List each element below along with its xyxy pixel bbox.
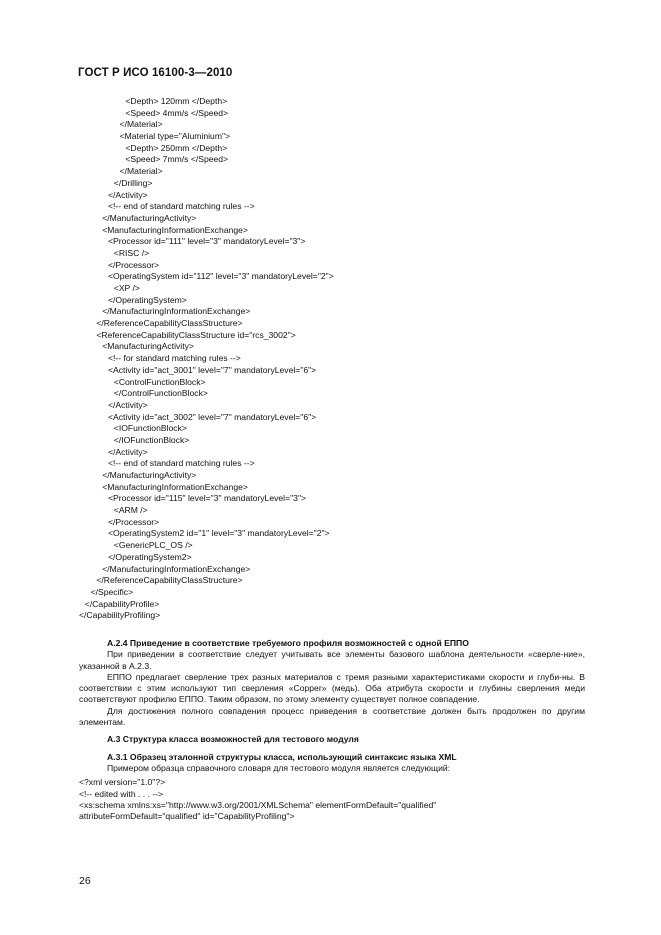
page-number: 26: [79, 875, 91, 887]
xml-line: <ARM />: [113, 505, 148, 516]
xml-line: <Processor id="115" level="3" mandatoryLevel="3">: [108, 493, 307, 504]
xml-line: </Drilling>: [113, 177, 153, 188]
xml-line: <Speed> 4mm/s </Speed>: [125, 107, 229, 118]
xml-line: </Processor>: [108, 259, 160, 270]
xml-line: </Processor>: [108, 516, 160, 527]
xml-code-listing: [79, 96, 334, 622]
xml-line: </ManufacturingActivity>: [102, 212, 197, 223]
xml-line: <IOFunctionBlock>: [113, 423, 187, 434]
xml-line: <Activity id="act_3001" level="7" mandatoryLevel="6">: [108, 364, 317, 375]
xml-line: </IOFunctionBlock>: [113, 434, 190, 445]
section-a24-paragraph-1: При приведении в соответствие следует учитывать все элементы базового шаблона деятельности «сверле-ние», указанной в А.2.3.: [79, 649, 585, 671]
xml-line: </OperatingSystem2>: [108, 551, 192, 562]
xml-tail-line: attributeFormDefault="qualified" id="CapabilityProfiling">: [79, 811, 295, 822]
xml-line: </CapabilityProfiling>: [79, 610, 161, 621]
xml-line: <XP />: [113, 283, 140, 293]
xml-line: <ControlFunctionBlock>: [113, 376, 206, 387]
xml-line: <Depth> 250mm </Depth>: [125, 142, 228, 153]
document-header: ГОСТ Р ИСО 16100-3—2010: [78, 67, 233, 79]
xml-line: </CapabilityProfile>: [84, 598, 160, 609]
xml-line: </ManufacturingInformationExchange>: [102, 306, 251, 317]
xml-line: <ReferenceCapabilityClassStructure id="rcs_3002">: [96, 329, 296, 340]
xml-line: <Depth> 120mm </Depth>: [125, 96, 228, 106]
xml-line: </Activity>: [108, 446, 148, 457]
section-a31-paragraph: Примером образца справочного словаря для тестового модуля является следующий:: [107, 762, 451, 773]
xml-line: <Speed> 7mm/s </Speed>: [125, 154, 229, 165]
xml-line: </Material>: [119, 119, 163, 130]
xml-line: </Specific>: [90, 586, 134, 597]
xml-line: </OperatingSystem>: [108, 294, 187, 305]
section-a24-paragraph-3: Для достижения полного совпадения процесс приведения в соответствие должен быть продолжен по другим элементам.: [79, 705, 585, 728]
section-a24-paragraph-2: ЕППО предлагает сверление трех разных материалов с тремя разными характеристиками скорости и глуби-ны. В соответствии с этим используют тип сверления «Copper» (медь). Оба атрибута скорости и глубины сверления меди соответствуют профилю ЕППО. Таким образом, по этому элементу существует полное совпадение.: [79, 671, 585, 705]
section-a24-heading: А.2.4 Приведение в соответствие требуемого профиля возможностей с одной ЕППО: [107, 638, 469, 648]
xml-line: </ManufacturingInformationExchange>: [102, 563, 251, 574]
xml-line: </ReferenceCapabilityClassStructure>: [96, 318, 243, 329]
xml-line: <GenericPLC_OS />: [113, 540, 193, 551]
section-a31-heading: А.3.1 Образец эталонной структуры класса, использующий синтаксис языка XML: [107, 751, 457, 762]
xml-line: <!-- end of standard matching rules -->: [108, 458, 255, 469]
xml-tail-line: <!-- edited with . . . -->: [79, 788, 164, 799]
xml-line: <ManufacturingInformationExchange>: [102, 224, 248, 235]
xml-line: </Material>: [119, 166, 163, 177]
xml-schema-snippet: [79, 777, 585, 822]
section-a3-heading: А.3 Структура класса возможностей для тестового модуля: [107, 734, 359, 745]
xml-tail-line: <?xml version="1.0"?>: [79, 777, 166, 788]
xml-line: <Material type="Aluminium">: [119, 131, 231, 142]
xml-line: <!-- end of standard matching rules -->: [108, 201, 255, 212]
xml-line: </ManufacturingActivity>: [102, 470, 197, 480]
xml-line: </Activity>: [108, 399, 148, 410]
xml-line: <ManufacturingActivity>: [102, 341, 194, 352]
xml-line: <!-- for standard matching rules -->: [108, 353, 241, 364]
xml-line: <OperatingSystem2 id="1" level="3" mandatoryLevel="2">: [108, 528, 330, 539]
xml-line: <Processor id="111" level="3" mandatoryLevel="3">: [108, 236, 306, 247]
body-text: [79, 638, 585, 822]
xml-line: </Activity>: [108, 189, 148, 200]
xml-line: </ReferenceCapabilityClassStructure>: [96, 575, 243, 586]
xml-line: <RISC />: [113, 247, 150, 258]
xml-line: <ManufacturingInformationExchange>: [102, 481, 248, 492]
xml-tail-line: <xs:schema xmlns:xs="http://www.w3.org/2001/XMLSchema" elementFormDefault="qualified": [79, 799, 437, 810]
xml-line: </ControlFunctionBlock>: [113, 388, 208, 399]
xml-line: <Activity id="act_3002" level="7" mandatoryLevel="6">: [108, 411, 317, 422]
xml-line: <OperatingSystem id="112" level="3" mandatoryLevel="2">: [108, 271, 334, 282]
